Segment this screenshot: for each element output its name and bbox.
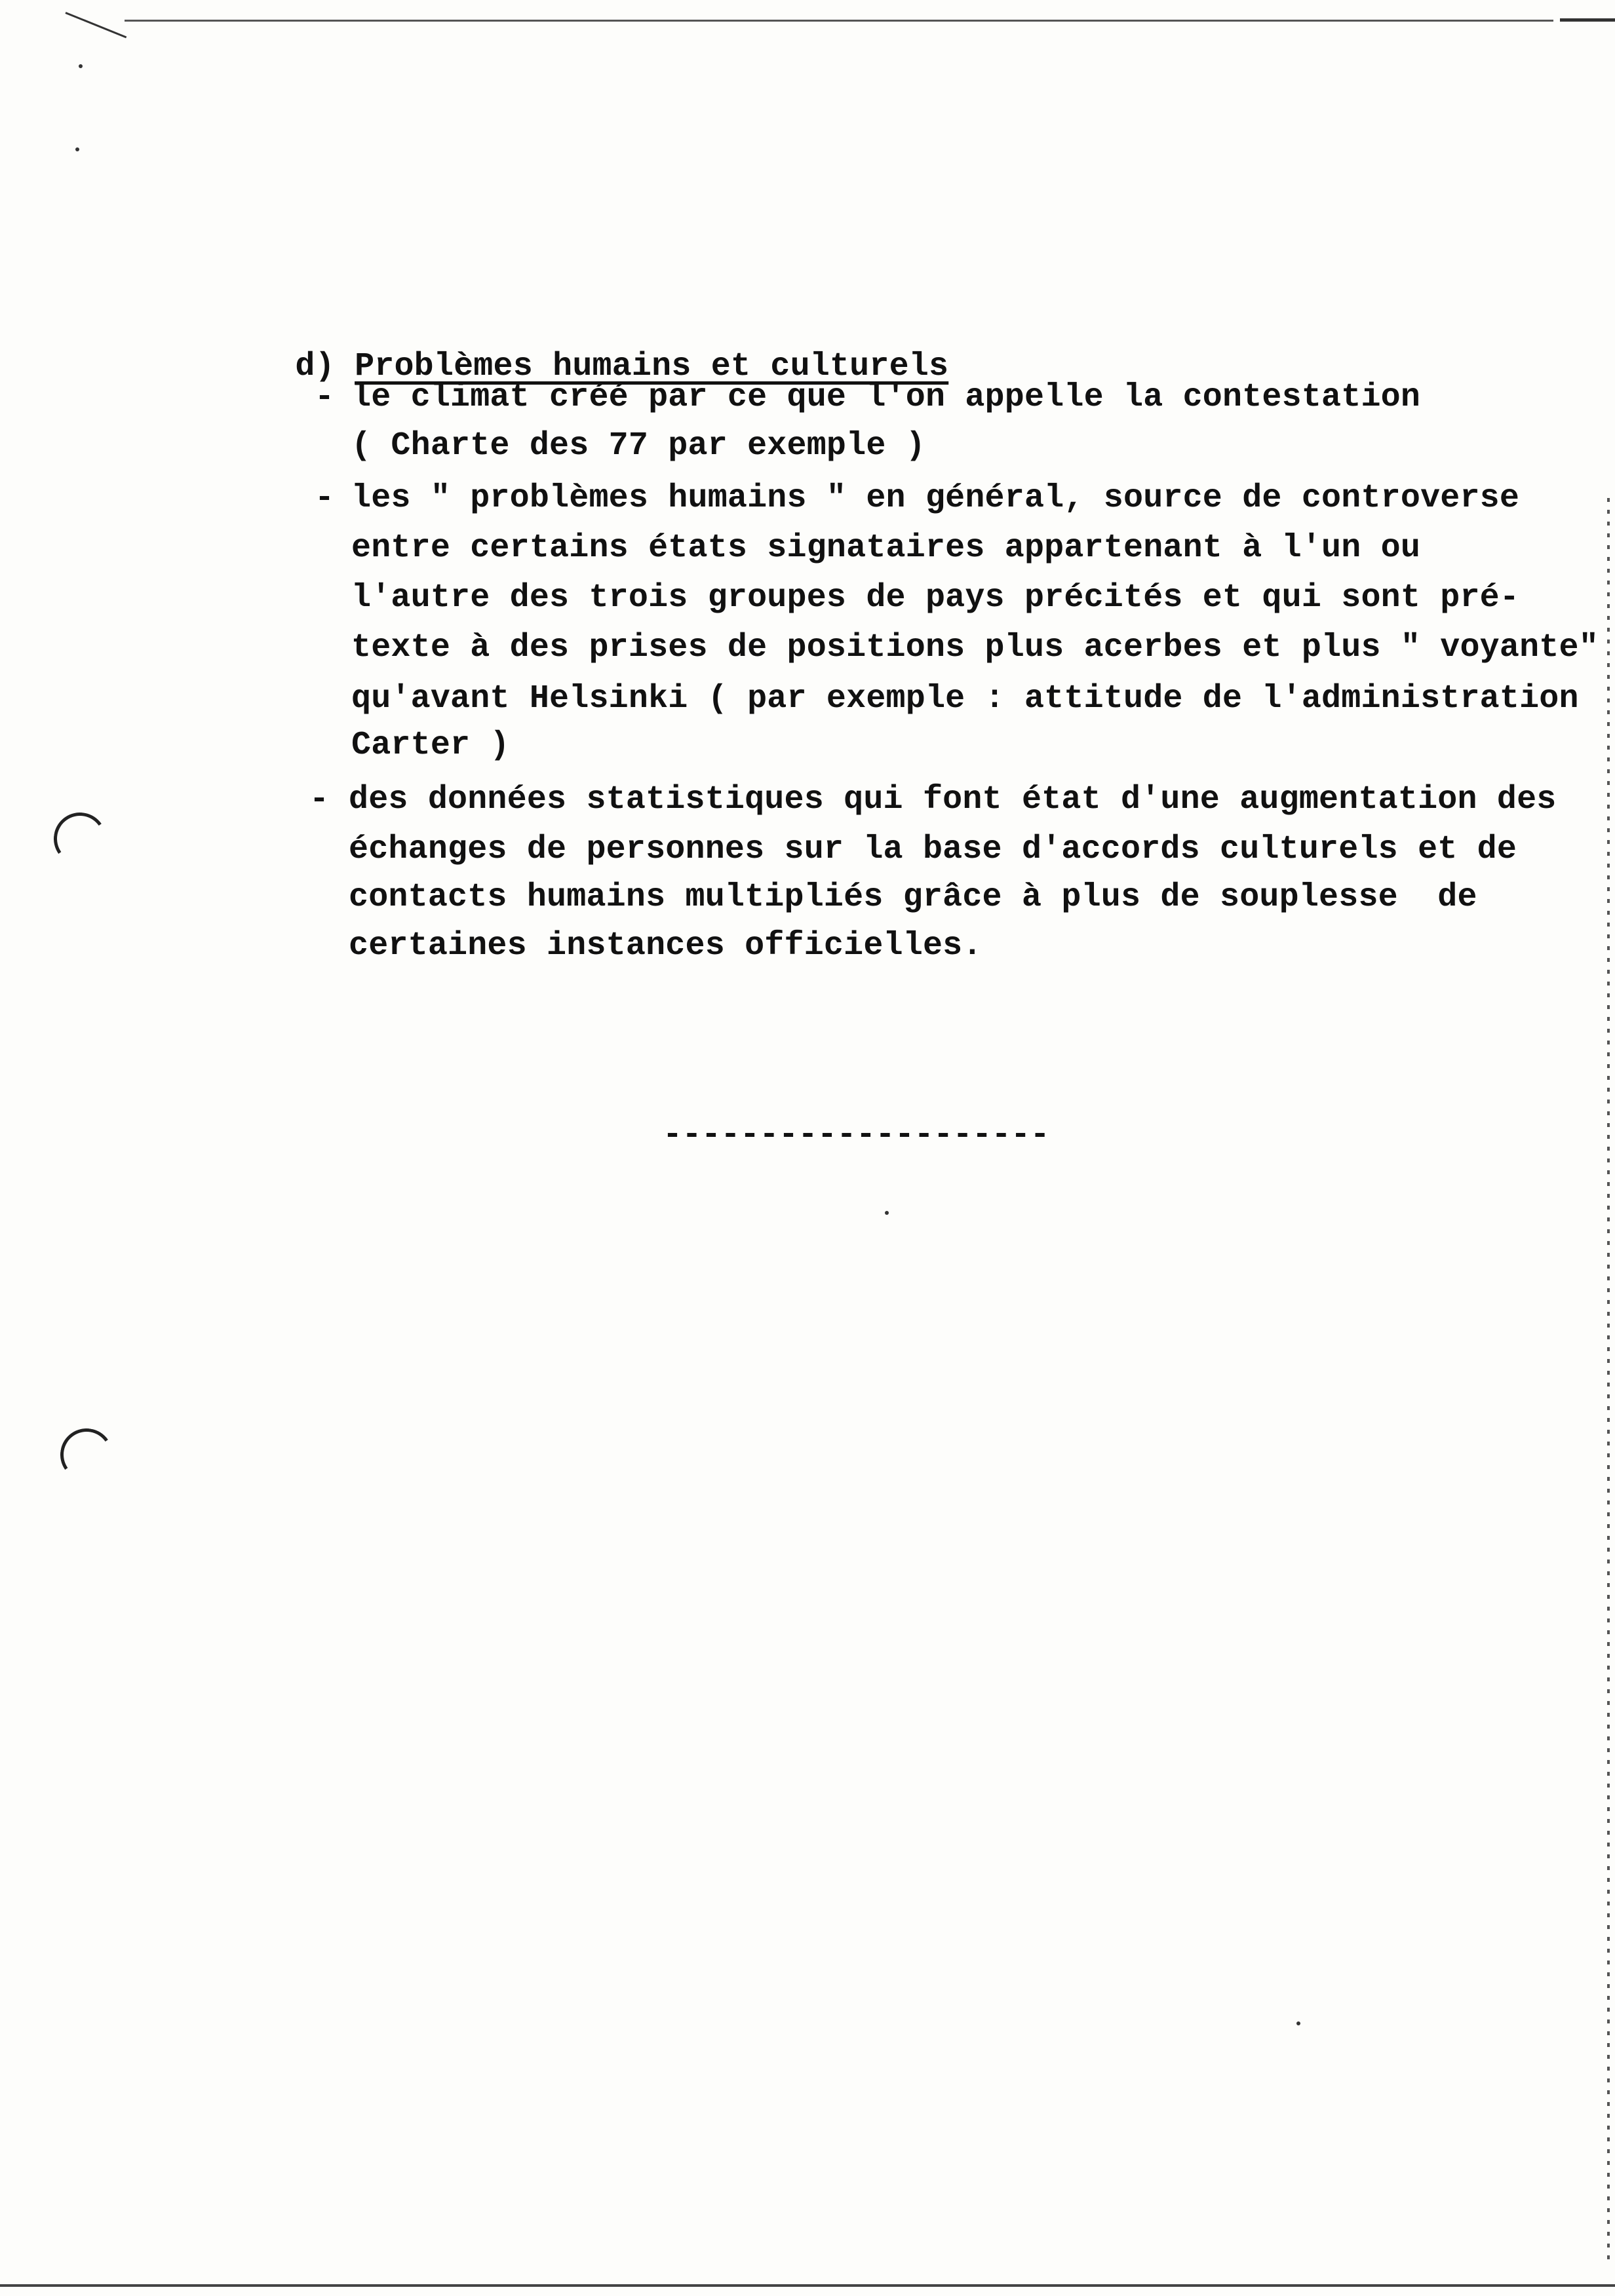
text-line: ( Charte des 77 par exemple )	[351, 427, 925, 465]
speck	[75, 147, 79, 151]
text-line: texte à des prises de positions plus acerbes et plus " voyante"	[351, 629, 1599, 666]
text-line: échanges de personnes sur la base d'accords culturels et de	[349, 831, 1517, 868]
punch-hole-mark	[50, 809, 111, 870]
text-line: Carter )	[351, 727, 510, 764]
speck	[79, 64, 83, 68]
bullet-dash: -	[309, 781, 330, 818]
text-line: le climat créé par ce que l'on appelle la contestation	[351, 379, 1421, 416]
speck	[885, 1211, 889, 1215]
text-line: qu'avant Helsinki ( par exemple : attitude de l'administration	[351, 680, 1579, 718]
text-line: les " problèmes humains " en général, source de controverse	[351, 480, 1520, 517]
text-line: contacts humains multipliés grâce à plus de souplesse de	[349, 879, 1477, 916]
section-heading	[256, 308, 948, 387]
section-title: Problèmes humains et culturels	[355, 348, 949, 385]
bullet-dash: -	[315, 379, 335, 416]
text-line: entre certains états signataires appartenant à l'un ou	[351, 529, 1421, 567]
text-line: des données statistiques qui font état d'une augmentation des	[349, 781, 1557, 818]
text-line: l'autre des trois groupes de pays précités et qui sont pré-	[351, 579, 1520, 617]
end-separator: --------------------	[663, 1117, 1050, 1154]
scan-bottom-edge	[0, 2284, 1615, 2287]
scan-right-edge	[1607, 498, 1610, 2267]
speck	[1296, 2021, 1300, 2025]
section-marker: d)	[295, 348, 335, 385]
scan-top-edge	[125, 20, 1553, 22]
text-line: certaines instances officielles.	[349, 927, 983, 965]
scan-corner-mark	[65, 12, 126, 38]
scan-top-edge-mark	[1560, 18, 1615, 22]
bullet-dash: -	[315, 480, 335, 517]
punch-hole-mark	[56, 1425, 117, 1485]
